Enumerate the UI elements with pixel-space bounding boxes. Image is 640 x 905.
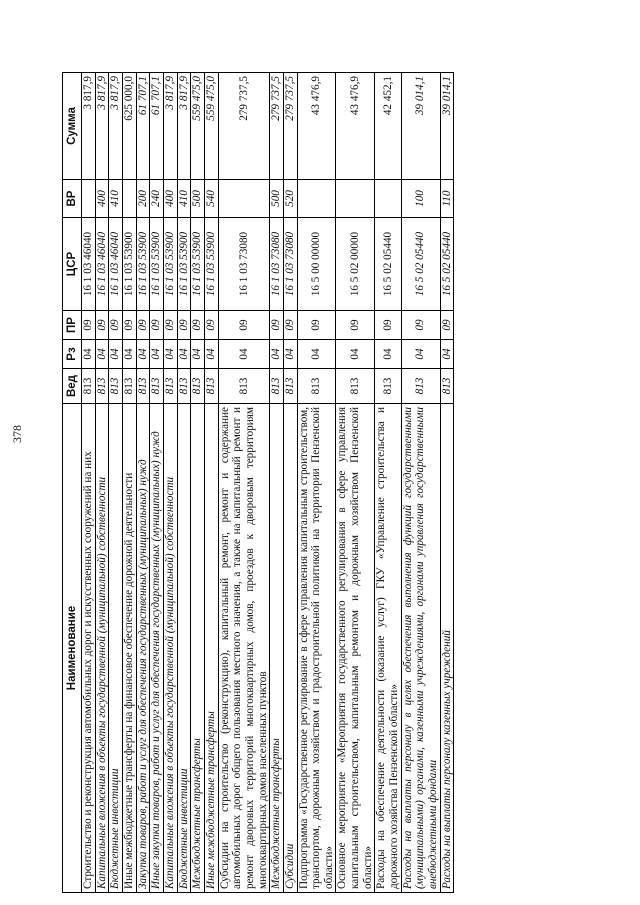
cell-rz: 04 (218, 340, 270, 369)
cell-name: Закупка товаров, работ и услуг для обеспечения государственных (муниципальных) нужд (136, 404, 150, 893)
cell-rz: 04 (204, 340, 218, 369)
cell-pr: 09 (440, 311, 454, 340)
header-ved: Вед (63, 369, 82, 404)
cell-csr: 16 5 00 00000 (297, 218, 336, 311)
header-pr: ПР (63, 311, 82, 340)
rotated-page-content (62, 73, 454, 893)
cell-csr: 16 1 03 73080 (270, 218, 284, 311)
cell-name: Строительство и реконструкция автомобильных дорог и искусственных сооружений на них (82, 404, 96, 893)
cell-csr: 16 5 02 05440 (401, 218, 440, 311)
cell-vr (82, 180, 96, 218)
cell-csr: 16 1 03 73080 (218, 218, 270, 311)
cell-vr: 410 (109, 180, 123, 218)
cell-sum: 43 476,9 (297, 73, 336, 180)
cell-sum: 625 000,0 (122, 73, 136, 180)
table-row (109, 73, 123, 893)
table-row (270, 73, 284, 893)
cell-pr: 09 (163, 311, 177, 340)
cell-name: Расходы на выплаты персоналу в целях обеспечения выполнения функций государственными (муниципальными) органами, казенными учреждениями, органами управления государственными внебюджетными фондами (401, 404, 440, 893)
cell-sum: 559 475,0 (191, 73, 205, 180)
cell-csr: 16 1 03 53900 (191, 218, 205, 311)
cell-rz: 04 (297, 340, 336, 369)
cell-vr (336, 180, 375, 218)
cell-rz: 04 (82, 340, 96, 369)
cell-pr: 09 (336, 311, 375, 340)
cell-rz: 04 (150, 340, 164, 369)
cell-vr (218, 180, 270, 218)
cell-ved: 813 (375, 369, 401, 404)
table-row (122, 73, 136, 893)
cell-pr: 09 (109, 311, 123, 340)
cell-name: Иные межбюджетные трансферты на финансовое обеспечение дорожной деятельности (122, 404, 136, 893)
cell-csr: 16 1 03 53900 (177, 218, 191, 311)
cell-vr (122, 180, 136, 218)
header-rz: Рз (63, 340, 82, 369)
cell-name: Капитальные вложения в объекты государственной (муниципальной) собственности (95, 404, 109, 893)
table-row (163, 73, 177, 893)
cell-csr: 16 1 03 53900 (150, 218, 164, 311)
cell-vr: 400 (95, 180, 109, 218)
cell-name: Иные закупки товаров, работ и услуг для обеспечения государственных (муниципальных) нужд (150, 404, 164, 893)
cell-name: Межбюджетные трансферты (191, 404, 205, 893)
table-row (177, 73, 191, 893)
table-row (150, 73, 164, 893)
cell-csr: 16 5 02 05440 (440, 218, 454, 311)
table-row (440, 73, 454, 893)
cell-ved: 813 (82, 369, 96, 404)
cell-name: Субсидии на строительство (реконструкцию), капитальный ремонт, ремонт и содержание автомобильных дорог общего пользования местного значения, а также на капитальный ремонт и ремонт дворовых территорий многоквартирных домов, проездов к дворовым территориям многоквартирных домов населенных пунктов (218, 404, 270, 893)
cell-rz: 04 (191, 340, 205, 369)
table-row (95, 73, 109, 893)
cell-ved: 813 (109, 369, 123, 404)
cell-sum: 279 737,5 (218, 73, 270, 180)
cell-ved: 813 (336, 369, 375, 404)
cell-pr: 09 (122, 311, 136, 340)
cell-csr: 16 1 03 46040 (95, 218, 109, 311)
cell-pr: 09 (283, 311, 297, 340)
cell-ved: 813 (150, 369, 164, 404)
cell-name: Бюджетные инвестиции (177, 404, 191, 893)
cell-sum: 279 737,5 (283, 73, 297, 180)
table-row (218, 73, 270, 893)
header-name: Наименование (63, 404, 82, 893)
page-number: 378 (10, 425, 24, 443)
cell-sum: 559 475,0 (204, 73, 218, 180)
cell-name: Субсидии (283, 404, 297, 893)
cell-sum: 3 817,9 (177, 73, 191, 180)
cell-vr: 410 (177, 180, 191, 218)
header-sum: Сумма (63, 73, 82, 180)
cell-pr: 09 (270, 311, 284, 340)
cell-name: Основное мероприятие «Мероприятия государственного регулирования в сфере управления капитальным строительством, капитальным ремонтом и дорожным хозяйством Пензенской области» (336, 404, 375, 893)
table-row (375, 73, 401, 893)
cell-ved: 813 (401, 369, 440, 404)
cell-pr: 09 (401, 311, 440, 340)
table-row (297, 73, 336, 893)
cell-sum: 43 476,9 (336, 73, 375, 180)
cell-ved: 813 (440, 369, 454, 404)
cell-csr: 16 1 03 53900 (163, 218, 177, 311)
cell-name: Иные межбюджетные трансферты (204, 404, 218, 893)
cell-vr: 200 (136, 180, 150, 218)
cell-vr: 520 (283, 180, 297, 218)
table-body (82, 73, 454, 893)
cell-csr: 16 5 02 05440 (375, 218, 401, 311)
cell-sum: 61 707,1 (136, 73, 150, 180)
header-vr: ВР (63, 180, 82, 218)
cell-ved: 813 (95, 369, 109, 404)
cell-ved: 813 (163, 369, 177, 404)
cell-csr: 16 1 03 53900 (204, 218, 218, 311)
table-row (336, 73, 375, 893)
cell-name: Бюджетные инвестиции (109, 404, 123, 893)
cell-ved: 813 (204, 369, 218, 404)
cell-pr: 09 (297, 311, 336, 340)
budget-table (62, 72, 454, 893)
cell-rz: 04 (375, 340, 401, 369)
cell-vr: 540 (204, 180, 218, 218)
cell-sum: 39 014,1 (440, 73, 454, 180)
cell-sum: 3 817,9 (82, 73, 96, 180)
cell-ved: 813 (191, 369, 205, 404)
cell-rz: 04 (163, 340, 177, 369)
cell-name: Расходы на обеспечение деятельности (оказание услуг) ГКУ «Управление строительства и дорожного хозяйства Пензенской области» (375, 404, 401, 893)
cell-pr: 09 (136, 311, 150, 340)
cell-name: Межбюджетные трансферты (270, 404, 284, 893)
cell-sum: 3 817,9 (163, 73, 177, 180)
cell-vr: 500 (270, 180, 284, 218)
cell-sum: 279 737,5 (270, 73, 284, 180)
cell-rz: 04 (109, 340, 123, 369)
cell-sum: 3 817,9 (95, 73, 109, 180)
cell-pr: 09 (82, 311, 96, 340)
cell-ved: 813 (297, 369, 336, 404)
cell-vr: 240 (150, 180, 164, 218)
cell-vr: 500 (191, 180, 205, 218)
cell-sum: 61 707,1 (150, 73, 164, 180)
cell-rz: 04 (177, 340, 191, 369)
cell-vr (375, 180, 401, 218)
cell-pr: 09 (177, 311, 191, 340)
table-row (401, 73, 440, 893)
cell-sum: 42 452,1 (375, 73, 401, 180)
cell-rz: 04 (401, 340, 440, 369)
cell-rz: 04 (95, 340, 109, 369)
cell-vr: 400 (163, 180, 177, 218)
cell-rz: 04 (283, 340, 297, 369)
cell-sum: 39 014,1 (401, 73, 440, 180)
cell-csr: 16 1 03 73080 (283, 218, 297, 311)
table-row (136, 73, 150, 893)
table-row (204, 73, 218, 893)
cell-pr: 09 (150, 311, 164, 340)
cell-csr: 16 1 03 46040 (109, 218, 123, 311)
cell-rz: 04 (440, 340, 454, 369)
cell-csr: 16 1 03 46040 (82, 218, 96, 311)
cell-name: Капитальные вложения в объекты государственной (муниципальной) собственности (163, 404, 177, 893)
cell-ved: 813 (136, 369, 150, 404)
table-row (191, 73, 205, 893)
cell-pr: 09 (191, 311, 205, 340)
cell-pr: 09 (204, 311, 218, 340)
cell-rz: 04 (136, 340, 150, 369)
cell-ved: 813 (283, 369, 297, 404)
cell-pr: 09 (375, 311, 401, 340)
table-header-row (63, 73, 82, 893)
cell-pr: 09 (218, 311, 270, 340)
cell-ved: 813 (177, 369, 191, 404)
table-row (283, 73, 297, 893)
cell-name: Подпрограмма «Государственное регулирование в сфере управления капитальным строительством, транспортом, дорожным хозяйством и градостроительной политикой на территории Пензенской области» (297, 404, 336, 893)
cell-rz: 04 (122, 340, 136, 369)
cell-name: Расходы на выплаты персоналу казенных учреждений (440, 404, 454, 893)
cell-vr: 110 (440, 180, 454, 218)
cell-ved: 813 (122, 369, 136, 404)
table-row (82, 73, 96, 893)
cell-csr: 16 1 03 53900 (136, 218, 150, 311)
cell-ved: 813 (218, 369, 270, 404)
cell-pr: 09 (95, 311, 109, 340)
cell-csr: 16 5 02 00000 (336, 218, 375, 311)
header-csr: ЦСР (63, 218, 82, 311)
cell-ved: 813 (270, 369, 284, 404)
cell-csr: 16 1 03 53900 (122, 218, 136, 311)
cell-rz: 04 (336, 340, 375, 369)
cell-vr: 100 (401, 180, 440, 218)
cell-vr (297, 180, 336, 218)
cell-rz: 04 (270, 340, 284, 369)
cell-sum: 3 817,9 (109, 73, 123, 180)
